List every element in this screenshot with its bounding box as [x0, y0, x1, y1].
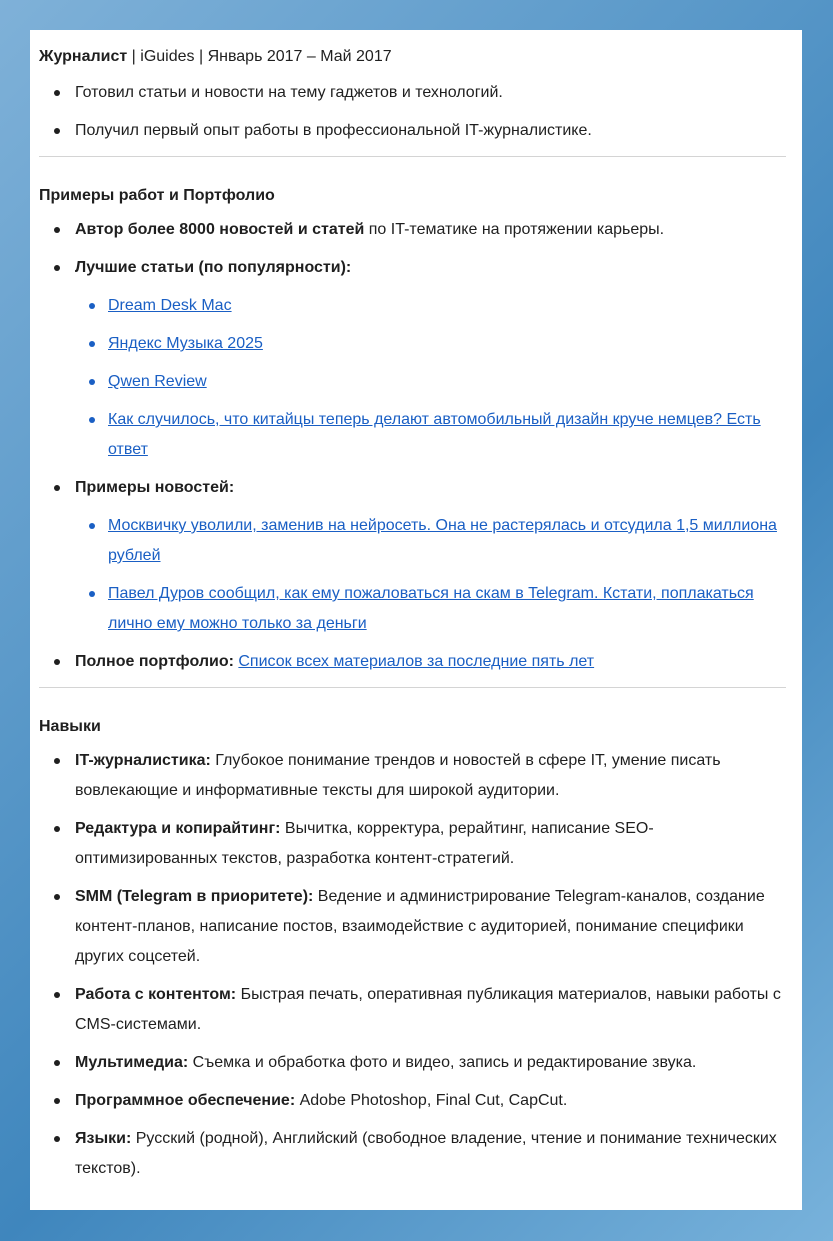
skill-label: Языки: [75, 1130, 132, 1147]
section-divider [39, 687, 786, 688]
list-item [108, 405, 786, 465]
list-item [75, 746, 786, 806]
skill-text: Быстрая печать, оперативная публикация материалов, навыки работы с CMS-системами. [75, 986, 781, 1033]
resume-card [30, 30, 802, 1210]
skill-label: IT-журналистика: [75, 752, 211, 769]
skill-label: Работа с контентом: [75, 986, 237, 1003]
list-item: Готовил статьи и новости на тему гаджетов и технологий. [75, 78, 786, 108]
news-links [75, 511, 786, 639]
news-link[interactable]: Москвичку уволили, заменив на нейросеть. Она не растерялась и отсудила 1,5 миллиона рублей [108, 517, 777, 564]
skill-text: Ведение и администрирование Telegram-каналов, создание контент-планов, написание постов, взаимодействие с аудиторией, понимание специфики других соцсетей. [75, 888, 765, 965]
author-rest: по IT-тематике на протяжении карьеры. [364, 221, 665, 238]
list-item [75, 215, 786, 245]
skill-text: Вычитка, корректура, рерайтинг, написание SEO-оптимизированных текстов, разработка контент-стратегий. [75, 820, 654, 867]
list-item [75, 814, 786, 874]
news-label: Примеры новостей: [75, 479, 235, 496]
article-link[interactable]: Dream Desk Mac [108, 297, 232, 314]
job-bullets [39, 78, 786, 146]
portfolio-heading: Примеры работ и Портфолио [39, 187, 275, 204]
section-divider [39, 156, 786, 157]
list-item [108, 291, 786, 321]
author-bold: Автор более 8000 новостей и статей [75, 221, 365, 238]
best-label: Лучшие статьи (по популярности): [75, 259, 352, 276]
portfolio-list [39, 215, 786, 677]
article-link[interactable]: Qwen Review [108, 373, 207, 390]
list-item [75, 1086, 786, 1116]
news-link[interactable]: Павел Дуров сообщил, как ему пожаловаться на скам в Telegram. Кстати, поплакаться лично ему можно только за деньги [108, 585, 754, 632]
list-item: Получил первый опыт работы в профессиональной IT-журналистике. [75, 116, 786, 146]
article-link[interactable]: Яндекс Музыка 2025 [108, 335, 263, 352]
list-item [75, 647, 786, 677]
skill-text: Русский (родной), Английский (свободное владение, чтение и понимание технических текстов). [75, 1130, 777, 1177]
skill-label: Программное обеспечение: [75, 1092, 296, 1109]
list-item [75, 980, 786, 1040]
skill-label: SMM (Telegram в приоритете): [75, 888, 314, 905]
skill-text: Adobe Photoshop, Final Cut, CapCut. [295, 1092, 568, 1109]
skill-label: Мультимедиа: [75, 1054, 189, 1071]
list-item [75, 882, 786, 972]
full-portfolio-label: Полное портфолио: [75, 653, 234, 670]
skill-text: Глубокое понимание трендов и новостей в сфере IT, умение писать вовлекающие и информативные тексты для широкой аудитории. [75, 752, 721, 799]
job-title: Журналист [39, 48, 128, 65]
list-item [75, 1124, 786, 1184]
skill-text: Съемка и обработка фото и видео, запись и редактирование звука. [188, 1054, 697, 1071]
list-item [108, 511, 786, 571]
list-item [108, 579, 786, 639]
skills-heading: Навыки [39, 718, 101, 735]
job-header [39, 42, 786, 72]
skill-label: Редактура и копирайтинг: [75, 820, 281, 837]
skills-list [39, 746, 786, 1184]
list-item [75, 473, 786, 639]
full-portfolio-link[interactable]: Список всех материалов за последние пять лет [238, 653, 595, 670]
best-links [75, 291, 786, 465]
list-item [108, 329, 786, 359]
list-item [75, 253, 786, 465]
job-details: | iGuides | Январь 2017 – Май 2017 [127, 48, 392, 65]
list-item [108, 367, 786, 397]
list-item [75, 1048, 786, 1078]
article-link[interactable]: Как случилось, что китайцы теперь делают автомобильный дизайн круче немцев? Есть ответ [108, 411, 761, 458]
